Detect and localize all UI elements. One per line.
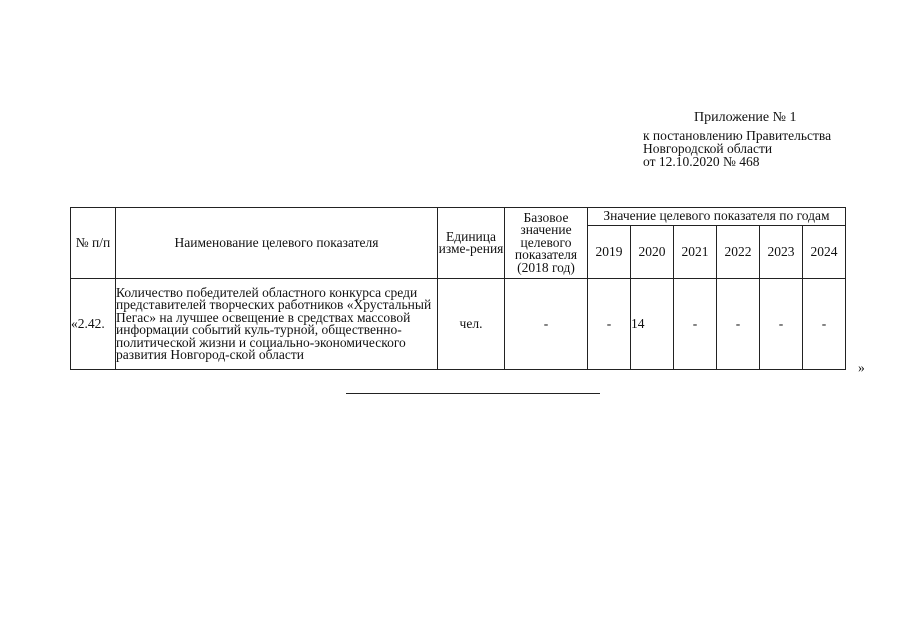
header-year-2021: 2021 [674,226,717,279]
row-value-2024: - [803,279,846,370]
header-number: № п/п [71,208,116,279]
table-header-row [71,208,846,226]
row-value-2022: - [717,279,760,370]
appendix-ref-line-1: к постановлению Правительства [643,128,832,143]
appendix-title: Приложение № 1 [694,110,797,125]
appendix-reference [643,129,831,168]
row-value-2021: - [674,279,717,370]
header-year-2019: 2019 [588,226,631,279]
header-year-2022: 2022 [717,226,760,279]
row-unit: чел. [438,279,505,370]
header-values-by-year: Значение целевого показателя по годам [588,208,846,226]
indicators-table [70,207,846,370]
row-base-value: - [505,279,588,370]
row-value-2023: - [760,279,803,370]
header-year-2020: 2020 [631,226,674,279]
header-base-value: Базовое значение целевого показателя (2018 год) [505,208,588,279]
appendix-ref-line-2: Новгородской области [643,141,773,156]
header-year-2023: 2023 [760,226,803,279]
separator-line [346,393,600,394]
row-value-2020: 14 [631,279,674,370]
row-indicator-name: Количество победителей областного конкурса среди представителей творческих работников «Хрустальный Пегас» на лучшее освещение в средствах массовой информации событий куль-турной, общественно-политической жизни и социально-экономического развития Новгород-ской области [116,279,438,370]
header-year-2024: 2024 [803,226,846,279]
table-row [71,279,846,370]
header-unit: Единица изме-рения [438,208,505,279]
row-number: «2.42. [71,279,116,370]
appendix-ref-line-3: от 12.10.2020 № 468 [643,154,760,169]
header-indicator-name: Наименование целевого показателя [116,208,438,279]
closing-quote: » [858,360,865,375]
row-value-2019: - [588,279,631,370]
